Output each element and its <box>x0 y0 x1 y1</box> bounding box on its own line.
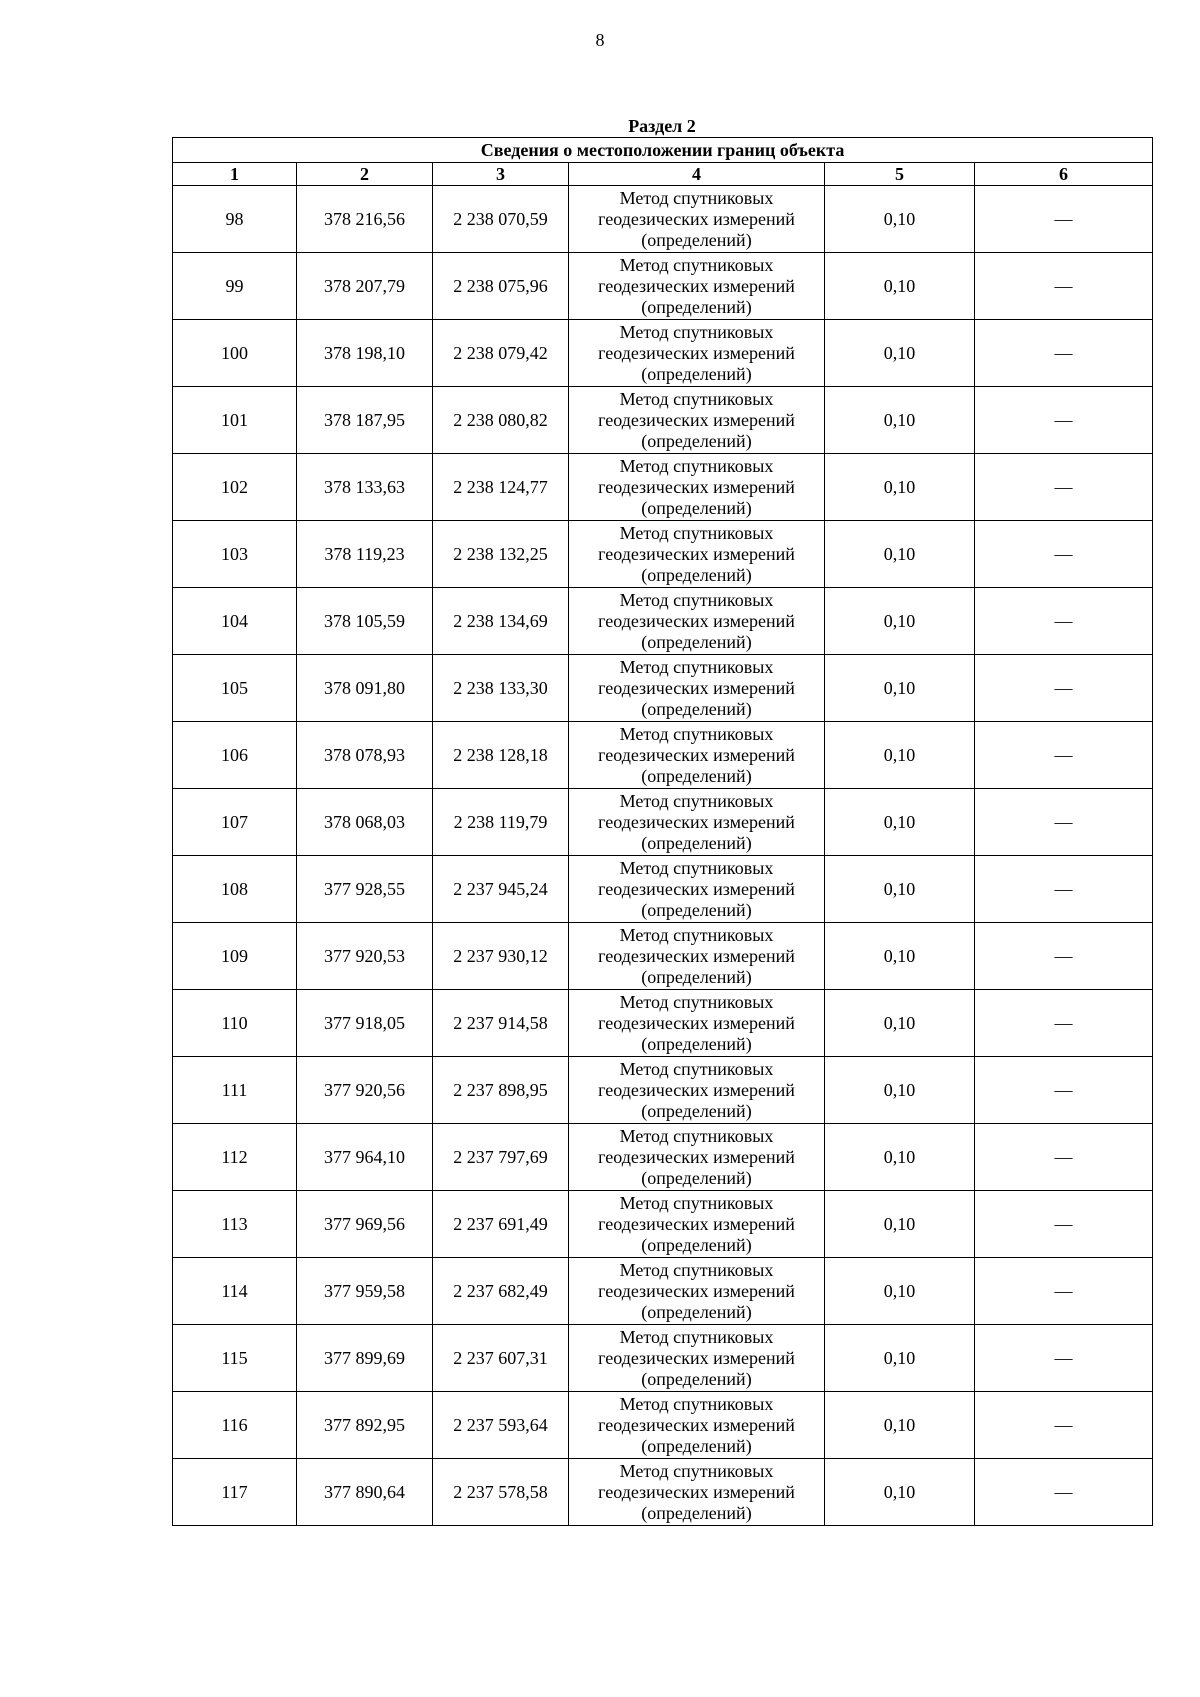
table-row <box>173 789 1153 856</box>
y-coordinate-cell: 2 237 930,12 <box>433 923 569 990</box>
point-number-cell: 112 <box>173 1124 297 1191</box>
column-number-4: 4 <box>569 163 825 186</box>
y-coordinate-cell: 2 238 119,79 <box>433 789 569 856</box>
accuracy-cell: 0,10 <box>825 387 975 454</box>
table-row <box>173 856 1153 923</box>
x-coordinate-cell: 377 899,69 <box>297 1325 433 1392</box>
note-cell: — <box>975 1392 1153 1459</box>
point-number-cell: 104 <box>173 588 297 655</box>
y-coordinate-cell: 2 238 124,77 <box>433 454 569 521</box>
note-cell: — <box>975 655 1153 722</box>
accuracy-cell: 0,10 <box>825 722 975 789</box>
accuracy-cell: 0,10 <box>825 320 975 387</box>
point-number-cell: 106 <box>173 722 297 789</box>
method-text: Метод спутниковых геодезических измерений (определений) <box>598 254 795 317</box>
accuracy-cell: 0,10 <box>825 789 975 856</box>
table-row <box>173 1325 1153 1392</box>
x-coordinate-cell: 378 207,79 <box>297 253 433 320</box>
accuracy-cell: 0,10 <box>825 1258 975 1325</box>
method-text: Метод спутниковых геодезических измерений (определений) <box>598 1192 795 1255</box>
method-text: Метод спутниковых геодезических измерений (определений) <box>598 723 795 786</box>
method-text: Метод спутниковых геодезических измерений (определений) <box>598 522 795 585</box>
x-coordinate-cell: 378 216,56 <box>297 186 433 253</box>
column-number-5: 5 <box>825 163 975 186</box>
method-cell <box>569 1325 825 1392</box>
table-row <box>173 454 1153 521</box>
table-row <box>173 186 1153 253</box>
table-caption: Сведения о местоположении границ объекта <box>173 138 1153 163</box>
point-number-cell: 102 <box>173 454 297 521</box>
point-number-cell: 98 <box>173 186 297 253</box>
point-number-cell: 117 <box>173 1459 297 1526</box>
method-cell <box>569 856 825 923</box>
table-row <box>173 990 1153 1057</box>
point-number-cell: 107 <box>173 789 297 856</box>
note-cell: — <box>975 1325 1153 1392</box>
point-number-cell: 116 <box>173 1392 297 1459</box>
method-text: Метод спутниковых геодезических измерений (определений) <box>598 991 795 1054</box>
method-cell <box>569 1258 825 1325</box>
y-coordinate-cell: 2 238 070,59 <box>433 186 569 253</box>
accuracy-cell: 0,10 <box>825 186 975 253</box>
method-cell <box>569 387 825 454</box>
boundary-coordinates-table <box>172 137 1153 1526</box>
point-number-cell: 99 <box>173 253 297 320</box>
method-cell <box>569 1392 825 1459</box>
accuracy-cell: 0,10 <box>825 856 975 923</box>
table-row <box>173 923 1153 990</box>
x-coordinate-cell: 378 078,93 <box>297 722 433 789</box>
accuracy-cell: 0,10 <box>825 253 975 320</box>
point-number-cell: 100 <box>173 320 297 387</box>
note-cell: — <box>975 789 1153 856</box>
point-number-cell: 111 <box>173 1057 297 1124</box>
y-coordinate-cell: 2 237 914,58 <box>433 990 569 1057</box>
table-row <box>173 1124 1153 1191</box>
section-title: Раздел 2 <box>628 116 696 136</box>
method-text: Метод спутниковых геодезических измерений (определений) <box>598 924 795 987</box>
point-number-cell: 109 <box>173 923 297 990</box>
note-cell: — <box>975 186 1153 253</box>
y-coordinate-cell: 2 238 075,96 <box>433 253 569 320</box>
note-cell: — <box>975 387 1153 454</box>
x-coordinate-cell: 377 892,95 <box>297 1392 433 1459</box>
accuracy-cell: 0,10 <box>825 521 975 588</box>
y-coordinate-cell: 2 237 898,95 <box>433 1057 569 1124</box>
x-coordinate-cell: 377 920,53 <box>297 923 433 990</box>
method-cell <box>569 186 825 253</box>
point-number-cell: 110 <box>173 990 297 1057</box>
point-number-cell: 113 <box>173 1191 297 1258</box>
method-text: Метод спутниковых геодезических измерений (определений) <box>598 1393 795 1456</box>
table-body <box>173 186 1153 1526</box>
table-row <box>173 1459 1153 1526</box>
column-number-2: 2 <box>297 163 433 186</box>
column-number-6: 6 <box>975 163 1153 186</box>
x-coordinate-cell: 378 198,10 <box>297 320 433 387</box>
note-cell: — <box>975 990 1153 1057</box>
table-row <box>173 387 1153 454</box>
point-number-cell: 115 <box>173 1325 297 1392</box>
table-row <box>173 1392 1153 1459</box>
method-cell <box>569 1124 825 1191</box>
method-text: Метод спутниковых геодезических измерений (определений) <box>598 388 795 451</box>
note-cell: — <box>975 1057 1153 1124</box>
x-coordinate-cell: 378 187,95 <box>297 387 433 454</box>
y-coordinate-cell: 2 237 607,31 <box>433 1325 569 1392</box>
note-cell: — <box>975 521 1153 588</box>
note-cell: — <box>975 1258 1153 1325</box>
accuracy-cell: 0,10 <box>825 454 975 521</box>
method-cell <box>569 655 825 722</box>
x-coordinate-cell: 377 969,56 <box>297 1191 433 1258</box>
method-cell <box>569 722 825 789</box>
y-coordinate-cell: 2 237 797,69 <box>433 1124 569 1191</box>
method-cell <box>569 1191 825 1258</box>
x-coordinate-cell: 377 964,10 <box>297 1124 433 1191</box>
table-row <box>173 1191 1153 1258</box>
method-text: Метод спутниковых геодезических измерений (определений) <box>598 1259 795 1322</box>
method-text: Метод спутниковых геодезических измерений (определений) <box>598 321 795 384</box>
note-cell: — <box>975 722 1153 789</box>
x-coordinate-cell: 377 918,05 <box>297 990 433 1057</box>
y-coordinate-cell: 2 238 134,69 <box>433 588 569 655</box>
method-text: Метод спутниковых геодезических измерений (определений) <box>598 656 795 719</box>
accuracy-cell: 0,10 <box>825 655 975 722</box>
method-cell <box>569 588 825 655</box>
table-row <box>173 521 1153 588</box>
y-coordinate-cell: 2 238 132,25 <box>433 521 569 588</box>
accuracy-cell: 0,10 <box>825 1392 975 1459</box>
table-row <box>173 1057 1153 1124</box>
y-coordinate-cell: 2 237 682,49 <box>433 1258 569 1325</box>
method-cell <box>569 454 825 521</box>
table-row <box>173 1258 1153 1325</box>
method-cell <box>569 253 825 320</box>
column-number-3: 3 <box>433 163 569 186</box>
accuracy-cell: 0,10 <box>825 1124 975 1191</box>
point-number-cell: 114 <box>173 1258 297 1325</box>
method-text: Метод спутниковых геодезических измерений (определений) <box>598 187 795 250</box>
method-text: Метод спутниковых геодезических измерений (определений) <box>598 1460 795 1523</box>
accuracy-cell: 0,10 <box>825 990 975 1057</box>
note-cell: — <box>975 923 1153 990</box>
method-text: Метод спутниковых геодезических измерений (определений) <box>598 790 795 853</box>
x-coordinate-cell: 378 133,63 <box>297 454 433 521</box>
method-text: Метод спутниковых геодезических измерений (определений) <box>598 455 795 518</box>
method-text: Метод спутниковых геодезических измерений (определений) <box>598 1125 795 1188</box>
x-coordinate-cell: 377 928,55 <box>297 856 433 923</box>
table-row <box>173 722 1153 789</box>
y-coordinate-cell: 2 237 593,64 <box>433 1392 569 1459</box>
y-coordinate-cell: 2 238 133,30 <box>433 655 569 722</box>
point-number-cell: 105 <box>173 655 297 722</box>
accuracy-cell: 0,10 <box>825 1325 975 1392</box>
x-coordinate-cell: 377 959,58 <box>297 1258 433 1325</box>
method-cell <box>569 923 825 990</box>
x-coordinate-cell: 377 920,56 <box>297 1057 433 1124</box>
x-coordinate-cell: 378 105,59 <box>297 588 433 655</box>
method-text: Метод спутниковых геодезических измерений (определений) <box>598 1058 795 1121</box>
table-row <box>173 588 1153 655</box>
note-cell: — <box>975 1459 1153 1526</box>
accuracy-cell: 0,10 <box>825 1191 975 1258</box>
point-number-cell: 103 <box>173 521 297 588</box>
note-cell: — <box>975 856 1153 923</box>
method-text: Метод спутниковых геодезических измерений (определений) <box>598 857 795 920</box>
method-cell <box>569 789 825 856</box>
table-row <box>173 655 1153 722</box>
y-coordinate-cell: 2 238 079,42 <box>433 320 569 387</box>
note-cell: — <box>975 253 1153 320</box>
method-cell <box>569 521 825 588</box>
y-coordinate-cell: 2 238 080,82 <box>433 387 569 454</box>
x-coordinate-cell: 377 890,64 <box>297 1459 433 1526</box>
point-number-cell: 108 <box>173 856 297 923</box>
y-coordinate-cell: 2 238 128,18 <box>433 722 569 789</box>
page-number: 8 <box>595 30 605 50</box>
method-text: Метод спутниковых геодезических измерений (определений) <box>598 589 795 652</box>
table-row <box>173 320 1153 387</box>
point-number-cell: 101 <box>173 387 297 454</box>
note-cell: — <box>975 1124 1153 1191</box>
accuracy-cell: 0,10 <box>825 1459 975 1526</box>
y-coordinate-cell: 2 237 691,49 <box>433 1191 569 1258</box>
x-coordinate-cell: 378 068,03 <box>297 789 433 856</box>
y-coordinate-cell: 2 237 578,58 <box>433 1459 569 1526</box>
note-cell: — <box>975 588 1153 655</box>
table-row <box>173 253 1153 320</box>
note-cell: — <box>975 1191 1153 1258</box>
note-cell: — <box>975 454 1153 521</box>
x-coordinate-cell: 378 119,23 <box>297 521 433 588</box>
method-cell <box>569 1459 825 1526</box>
accuracy-cell: 0,10 <box>825 923 975 990</box>
accuracy-cell: 0,10 <box>825 588 975 655</box>
accuracy-cell: 0,10 <box>825 1057 975 1124</box>
method-cell <box>569 320 825 387</box>
method-cell <box>569 990 825 1057</box>
method-text: Метод спутниковых геодезических измерений (определений) <box>598 1326 795 1389</box>
y-coordinate-cell: 2 237 945,24 <box>433 856 569 923</box>
x-coordinate-cell: 378 091,80 <box>297 655 433 722</box>
note-cell: — <box>975 320 1153 387</box>
column-number-1: 1 <box>173 163 297 186</box>
method-cell <box>569 1057 825 1124</box>
